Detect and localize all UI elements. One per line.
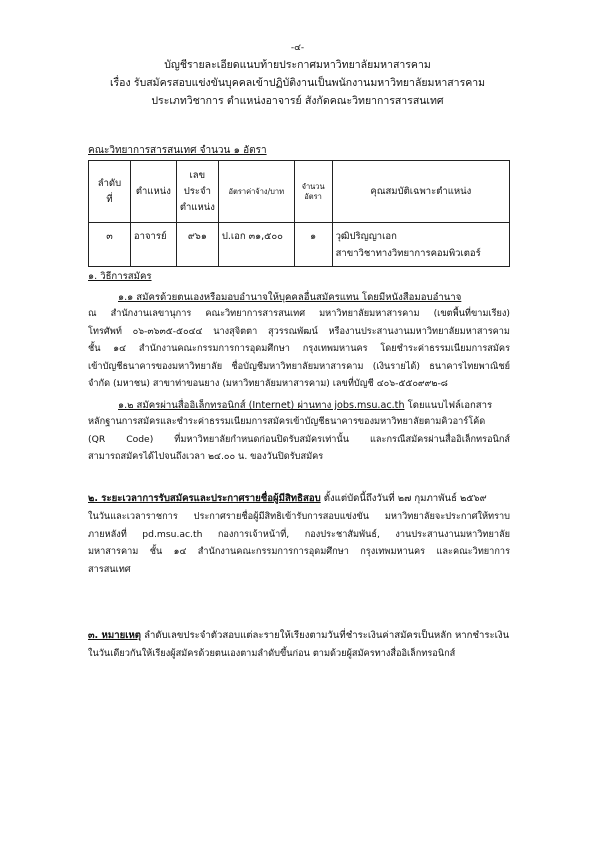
section1-1-line: เข้าบัญชีธนาคารของมหาวิทยาลัย ชื่อบัญชีมหาวิทยาลัยมหาสารคาม (เงินรายได้) ธนาคารไทยพาณิชย์ [88,360,510,372]
section2-line: มหาสารคาม ชั้น ๑๔ สำนักงานคณะกรรมการการอุดมศึกษา กรุงเทพมหานคร และคณะวิทยาการ [88,546,510,558]
section2-rest: ตั้งแต่บัดนี้ถึงวันที่ ๒๗ กุมภาพันธ์ ๒๕๖๙ [320,493,487,504]
table-row [89,223,510,267]
cell-order: ๓ [89,223,131,267]
header-category: ประเภทวิชาการ ตำแหน่งอาจารย์ สังกัดคณะวิทยาการสารสนเทศ [151,95,444,107]
header-qualification: คุณสมบัติเฉพาะตำแหน่ง [332,161,509,223]
header-salary: อัตราค่าจ้าง/บาท [218,161,294,223]
table-header-row [89,161,510,223]
header-count: จำนวน อัตรา [294,161,332,223]
section2-line: ในวันและเวลาราชการ ประกาศรายชื่อผู้มีสิทธิเข้ารับการสอบแข่งขัน มหาวิทยาลัยจะประกาศให้ทราบ [88,511,510,522]
cell-position-no: ๙๖๑ [176,223,218,267]
section1-1-line: โทรศัพท์ ๐๖-๓๖๓๕-๕๐๔๔ นางสุจิตตา สุวรรณพัฒน์ หรืองานประสานงานมหาวิทยาลัยมหาสารคาม [88,325,510,337]
section3-rest: ลำดับเลขประจำตัวสอบแต่ละรายให้เรียงตามวันที่ชำระเงินค่าสมัครเป็นหลัก หากชำระเงิน [141,630,510,641]
section1-1-line: จำกัด (มหาชน) สาขาท่าขอนยาง (มหาวิทยาลัยมหาสารคาม) เลขที่บัญชี ๔๐๖-๕๕๐๙๙๒-๘ [88,378,448,390]
section2-line: ภายหลังที่ pd.msu.ac.th กองการเจ้าหน้าที่, กองประชาสัมพันธ์, งานประสานงานมหาวิทยาลัย [88,528,510,540]
section3-line: ในวันเดียวกันให้เรียงผู้สมัครด้วยตนเองตามลำดับขึ้นก่อน ตามด้วยผู้สมัครทางสื่ออิเล็กทรอนิกส์ [88,648,456,659]
section1-2-line: หลักฐานการสมัครและชำระค่าธรรมเนียมการสมัครเข้าบัญชีธนาคารของมหาวิทยาลัยตามคิวอาร์โค้ด [88,416,486,427]
section1-2-rest: โดยแนบไฟล์เอกสาร [404,400,493,411]
position-table [88,160,510,267]
cell-qualification: วุฒิปริญญาเอก สาขาวิชาทางวิทยาการคอมพิวเตอร์ [332,223,509,267]
section2-body [88,508,510,578]
section1-2-first-line [118,398,492,413]
faculty-heading: คณะวิทยาการสารสนเทศ จำนวน ๑ อัตรา [88,145,267,156]
section2-first-line [88,491,487,506]
section1-2-line: สามารถสมัครได้ไปจนถึงเวลา ๒๔.๐๐ น. ของวันปิดรับสมัคร [88,451,324,463]
header-title: บัญชีรายละเอียดแนบท้ายประกาศมหาวิทยาลัยมหาสารคาม [164,59,431,71]
section1-title: ๑. วิธีการสมัคร [88,271,152,282]
section2-line: สารสนเทศ [88,563,131,575]
section1-2-body [88,413,510,466]
cell-salary: ป.เอก ๓๑,๕๐๐ [218,223,294,267]
section3-first-line [88,628,509,643]
section1-1-line: ณ สำนักงานเลขานุการ คณะวิทยาการสารสนเทศ มหาวิทยาลัยมหาสารคาม (เขตพื้นที่ขามเรียง) [88,308,510,319]
header-subject: เรื่อง รับสมัครสอบแข่งขันบุคคลเข้าปฏิบัติงานเป็นพนักงานมหาวิทยาลัยมหาสารคาม [109,77,486,89]
section3-title: ๓. หมายเหตุ [88,630,142,641]
page-number: -๔- [290,43,305,53]
header-position: ตำแหน่ง [130,161,176,223]
section1-1-body [88,305,510,393]
section2-title: ๒. ระยะเวลาการรับสมัครและประกาศรายชื่อผู้มีสิทธิสอบ [88,493,321,504]
header-position-no: เลข ประจำ ตำแหน่ง [176,161,218,223]
section3-body [88,645,455,663]
section1-1-line: ชั้น ๑๔ สำนักงานคณะกรรมการการอุดมศึกษา กรุงเทพมหานคร โดยชำระค่าธรรมเนียมการสมัคร [88,343,510,355]
cell-position: อาจารย์ [130,223,176,267]
section1-2-line: (QR Code) ที่มหาวิทยาลัยกำหนดก่อนปิดรับสมัครเท่านั้น และกรณีสมัครผ่านสื่ออิเล็กทรอนิกส์ [88,433,510,445]
header-order: ลำดับ ที่ [89,161,131,223]
section1-1-label: ๑.๑ สมัครด้วยตนเองหรือมอบอำนาจให้บุคคลอื่นสมัครแทน โดยมีหนังสือมอบอำนาจ [118,292,462,303]
cell-count: ๑ [294,223,332,267]
section1-2-label: ๑.๒ สมัครผ่านสื่ออิเล็กทรอนิกส์ (Internet) ผ่านทาง jobs.msu.ac.th [118,400,405,411]
